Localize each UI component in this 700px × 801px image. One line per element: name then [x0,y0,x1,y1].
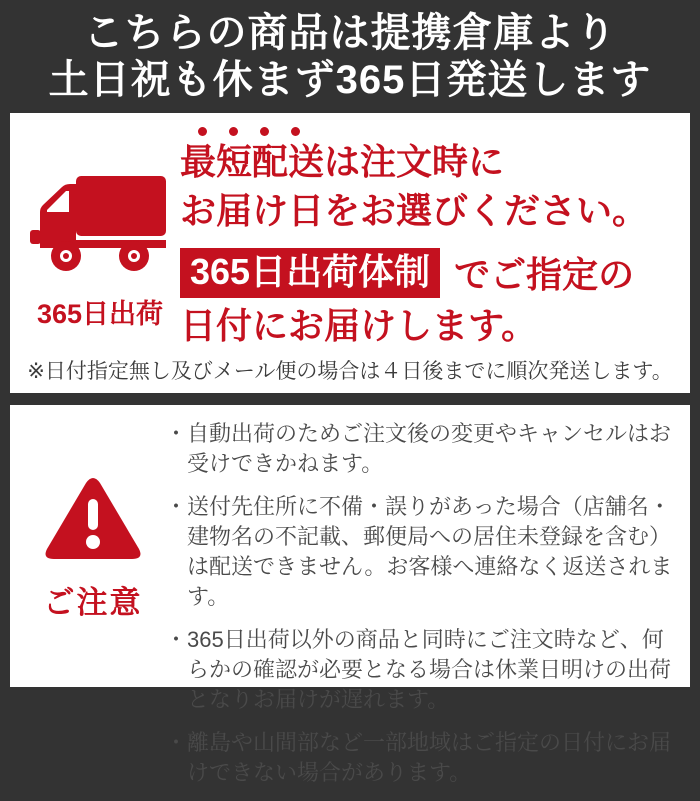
caution-panel [10,405,690,785]
caution-item-text: 離島や山間部など一部地域はご指定の日付にお届けできない場合があります。 [187,730,672,785]
caution-item-text: 365日出荷以外の商品と同時にご注文時など、何らかの確認が必要となる場合は休業日明けの出荷となりお届けが遅れます。 [187,627,672,712]
shipping-note: ※日付指定無し及びメール便の場合は４日後までに順次発送します。 [27,360,673,383]
header-line-2: 土日祝も休まず365日発送します [48,57,652,102]
header-line-1: こちらの商品は提携倉庫より [83,10,617,55]
bullet-marker: ・ [165,627,188,652]
caution-column [28,475,158,622]
shipping-heading-line-2: お届け日をお選びください。 [180,190,649,231]
emphasis-dot [260,127,269,136]
shipping-badge-row [180,247,680,298]
caution-item-text: 自動出荷のためご注文後の変更やキャンセルはお受けできかねます。 [187,421,672,476]
shipping-badge-suffix: でご指定の [454,254,635,295]
caution-item [165,492,680,612]
shipping-panel [10,113,690,393]
delivery-truck-icon [30,168,170,286]
emphasis-dot [291,127,300,136]
shipping-badge: 365日出荷体制 [180,248,440,298]
emphasis-dots [180,125,680,137]
shipping-content [180,125,680,350]
caution-bullet-list [165,419,680,801]
shipping-line-2: 日付にお届けします。 [180,305,538,346]
emphasis-dot [198,127,207,136]
caution-item [165,728,680,788]
bullet-marker: ・ [165,421,188,446]
warning-triangle-icon [41,475,145,567]
truck-column [20,168,180,331]
caution-label: ご注意 [43,585,143,620]
header-banner [0,0,700,113]
shipping-heading-line-1: 最短配送は注文時に [180,141,505,182]
emphasis-dot [229,127,238,136]
caution-item-text: 送付先住所に不備・誤りがあった場合（店舗名・建物名の不記載、郵便局への居住未登録を含む）は配送できません。お客様へ連絡なく返送されます。 [187,494,673,609]
bullet-marker: ・ [165,730,188,755]
truck-label: 365日出荷 [36,299,164,329]
bullet-marker: ・ [165,494,188,519]
caution-item [165,625,680,715]
caution-item [165,419,680,479]
